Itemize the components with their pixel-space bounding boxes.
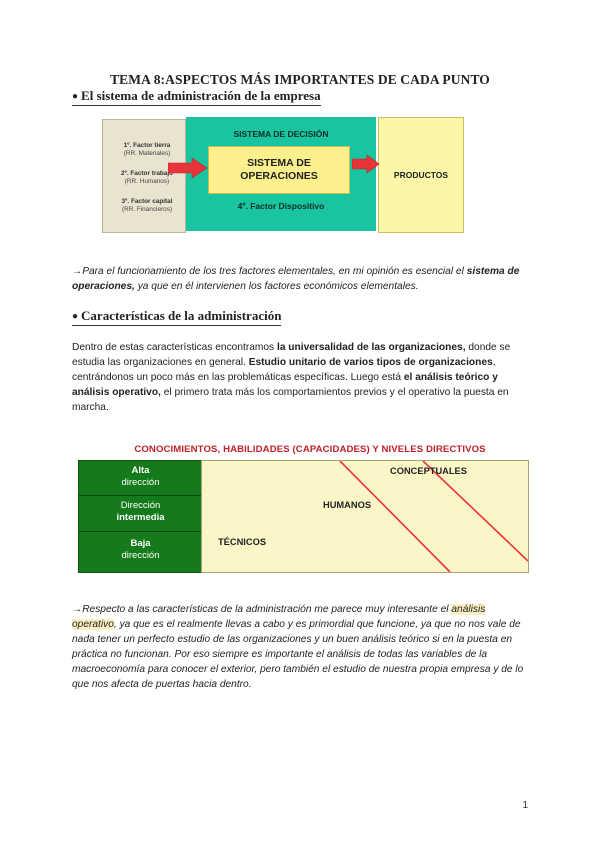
factor-tierra: [109, 142, 185, 158]
products-box: [378, 117, 464, 233]
factor-sub: (RR. Humanos): [124, 178, 170, 185]
operations-line1: SISTEMA DE: [247, 157, 311, 169]
comment-bold: sistema de operaciones,: [72, 266, 520, 292]
factor-name: 2º. Factor trabajo: [120, 170, 174, 177]
section-heading-text: Características de la administración: [81, 308, 282, 323]
skill-division-lines: [202, 461, 528, 572]
highlighted-text: análisis operativo: [72, 604, 486, 630]
body-paragraph: [72, 340, 528, 415]
level-top: Alta: [131, 465, 150, 476]
comment-text: , ya que es el realmente llevas a cabo y es primordial que funcione, ya que no nos vale de nada tener un perfecto estudio de las organizaciones y un buen análisis teórico si en la puesta en práctica no funcionan. Por eso siempre es importante el análisis de todas las variables de la macroeconomía para conocer el exterior, pero también el estudio de nuestra propia empresa y de lo que nos afecta de puertas hacia dentro.: [72, 619, 524, 690]
level-bottom: intermedia: [116, 512, 165, 523]
decision-system-label: SISTEMA DE DECISIÓN: [233, 129, 329, 139]
section-heading-sistema: [72, 88, 321, 106]
text: el primero trata más los comportamientos previos y el operativo la puesta en marcha.: [72, 387, 509, 413]
factor-sub: (RR. Materiales): [123, 150, 171, 157]
level-top: Baja: [130, 538, 151, 549]
bullet-icon: ●: [72, 311, 79, 322]
bold-text: Estudio unitario de varios tipos de organizaciones: [248, 357, 493, 368]
factor-sub: (RR. Financieros): [121, 206, 173, 213]
comment-text: ya que en él intervienen los factores económicos elementales.: [134, 281, 419, 292]
bold-text: el análisis teórico y análisis operativo,: [72, 372, 498, 398]
text: donde se estudia las organizaciones en general.: [72, 342, 511, 368]
arrow-right-icon: [168, 157, 208, 179]
divider: [79, 495, 202, 496]
level-bottom: dirección: [121, 477, 160, 488]
bullet-icon: ●: [72, 91, 79, 102]
skill-human: HUMANOS: [323, 500, 372, 510]
factor-name: 3º. Factor capital: [121, 198, 173, 205]
section-heading-text: El sistema de administración de la empresa: [81, 88, 321, 103]
operations-line2: OPERACIONES: [240, 170, 318, 182]
comment-paragraph-2: [72, 602, 528, 692]
skill-divider-line-lower: [423, 461, 528, 561]
comment-text: →Respecto a las características de la administración me parece muy interesante el: [72, 604, 452, 615]
skill-divider-line-upper: [340, 461, 450, 572]
level-bottom: dirección: [121, 550, 160, 561]
factor-name: 1º. Factor tierra: [123, 142, 171, 149]
dispositivo-label: 4º. Factor Dispositivo: [237, 201, 325, 211]
level-top: Dirección: [120, 500, 161, 511]
comment-text: →Para el funcionamiento de los tres factores elementales, en mi opinión es esencial el: [72, 266, 464, 277]
products-label: PRODUCTOS: [393, 170, 449, 180]
skill-technical: TÉCNICOS: [218, 537, 267, 547]
level-intermedia: [79, 500, 202, 524]
management-levels-column: [78, 460, 203, 573]
page-title: TEMA 8:ASPECTOS MÁS IMPORTANTES DE CADA PUNTO: [110, 72, 490, 87]
bold-text: la universalidad de las organizaciones,: [276, 342, 466, 353]
text: , centrándonos un poco más en las problemáticas específicas. Luego está: [72, 357, 496, 383]
level-baja: [79, 538, 202, 562]
text: Dentro de estas características encontramos: [72, 342, 277, 353]
arrow-right-icon: [352, 154, 380, 174]
skills-area: [201, 460, 529, 573]
operations-system-box: [208, 146, 350, 194]
factor-capital: [109, 198, 185, 214]
skills-diagram-title: CONOCIMIENTOS, HABILIDADES (CAPACIDADES) Y NIVELES DIRECTIVOS: [134, 444, 486, 455]
skill-conceptual: CONCEPTUALES: [390, 466, 467, 476]
level-alta: [79, 465, 202, 489]
section-heading-caracteristicas: [72, 308, 281, 326]
divider: [79, 531, 202, 532]
page-number: 1: [522, 800, 528, 811]
comment-paragraph-1: [72, 264, 528, 294]
